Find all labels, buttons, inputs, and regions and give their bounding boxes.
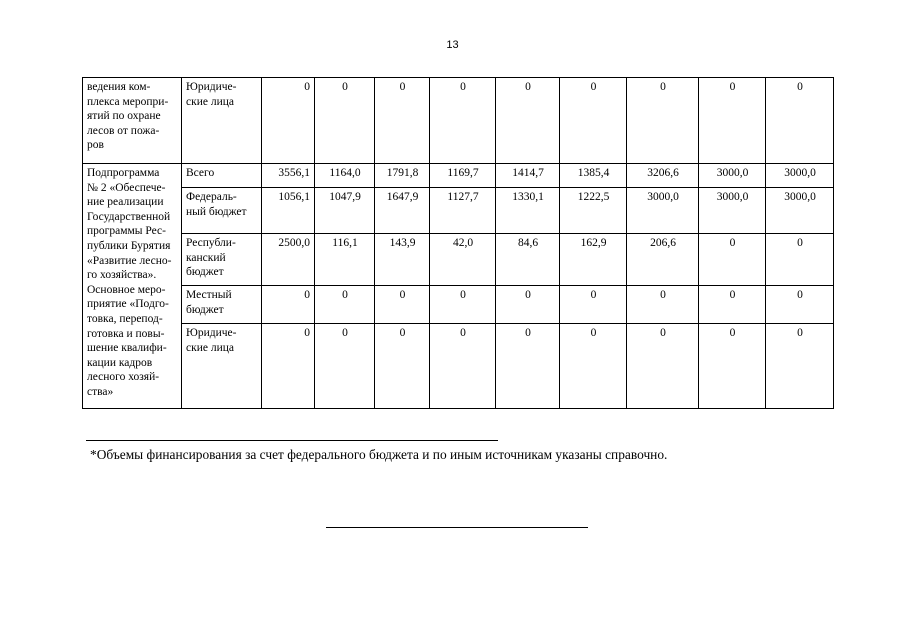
program-name: ведения ком- плекса меропри- ятий по охране лесов от пожа- ров	[87, 81, 169, 152]
funding-source: Федераль- ный бюджет	[186, 191, 247, 218]
funding-source: Республи- канский бюджет	[186, 237, 236, 279]
value-cell: 1222,5	[560, 188, 627, 234]
table-row	[83, 324, 834, 409]
value-cell: 3000,0	[699, 164, 766, 188]
funding-source-cell	[182, 234, 262, 286]
footnote-divider	[86, 440, 498, 441]
value-cell: 1056,1	[262, 188, 315, 234]
page-number: 13	[446, 39, 459, 51]
value-cell: 0	[315, 78, 375, 164]
value-cell: 1647,9	[375, 188, 430, 234]
value-cell: 0	[430, 286, 496, 324]
value-cell: 84,6	[496, 234, 560, 286]
value-cell: 3000,0	[766, 164, 834, 188]
value-cell: 0	[375, 286, 430, 324]
program-cell	[83, 78, 182, 164]
end-of-document-rule	[326, 527, 588, 528]
funding-source: Всего	[186, 167, 215, 179]
value-cell: 0	[430, 324, 496, 409]
funding-source: Юридиче- ские лица	[186, 81, 237, 108]
value-cell: 0	[315, 286, 375, 324]
value-cell: 1164,0	[315, 164, 375, 188]
value-cell: 116,1	[315, 234, 375, 286]
value-cell: 1047,9	[315, 188, 375, 234]
value-cell: 0	[496, 78, 560, 164]
value-cell: 0	[766, 234, 834, 286]
value-cell: 0	[699, 324, 766, 409]
value-cell: 0	[496, 286, 560, 324]
value-cell: 1127,7	[430, 188, 496, 234]
value-cell: 206,6	[627, 234, 699, 286]
funding-source-cell	[182, 324, 262, 409]
value-cell: 0	[766, 286, 834, 324]
value-cell: 3556,1	[262, 164, 315, 188]
value-cell: 1169,7	[430, 164, 496, 188]
value-cell: 0	[627, 324, 699, 409]
value-cell: 3000,0	[699, 188, 766, 234]
value-cell: 3000,0	[627, 188, 699, 234]
value-cell: 3000,0	[766, 188, 834, 234]
value-cell: 0	[699, 286, 766, 324]
footnote: *Объемы финансирования за счет федерального бюджета и по иным источникам указаны справочно.	[90, 447, 668, 462]
value-cell: 0	[375, 78, 430, 164]
value-cell: 42,0	[430, 234, 496, 286]
funding-source-cell	[182, 286, 262, 324]
funding-source-cell	[182, 164, 262, 188]
value-cell: 0	[375, 324, 430, 409]
program-name: Подпрограмма № 2 «Обеспече- ние реализации Государственной программы Рес- публики Бурятия «Развитие лесно- го хозяйства». Основное меро- приятие «Подго- товка, перепод- готовка и повы- шение квалифи- кации кадров лесного хозяй- ства»	[87, 167, 172, 398]
table-row	[83, 234, 834, 286]
value-cell: 0	[262, 286, 315, 324]
value-cell: 0	[627, 286, 699, 324]
value-cell: 2500,0	[262, 234, 315, 286]
table-row	[83, 286, 834, 324]
funding-source-cell	[182, 188, 262, 234]
table-row	[83, 164, 834, 188]
value-cell: 0	[496, 324, 560, 409]
value-cell: 0	[262, 324, 315, 409]
value-cell: 0	[315, 324, 375, 409]
program-cell	[83, 164, 182, 409]
value-cell: 0	[560, 324, 627, 409]
value-cell: 0	[699, 234, 766, 286]
value-cell: 0	[766, 324, 834, 409]
value-cell: 143,9	[375, 234, 430, 286]
value-cell: 0	[699, 78, 766, 164]
value-cell: 0	[627, 78, 699, 164]
value-cell: 0	[262, 78, 315, 164]
value-cell: 0	[560, 78, 627, 164]
value-cell: 1330,1	[496, 188, 560, 234]
value-cell: 1385,4	[560, 164, 627, 188]
value-cell: 1414,7	[496, 164, 560, 188]
table-row	[83, 78, 834, 164]
funding-source: Местный бюджет	[186, 289, 232, 316]
table-row	[83, 188, 834, 234]
funding-source-cell	[182, 78, 262, 164]
funding-source: Юридиче- ские лица	[186, 327, 237, 354]
funding-table	[82, 77, 834, 409]
value-cell: 1791,8	[375, 164, 430, 188]
value-cell: 0	[430, 78, 496, 164]
value-cell: 3206,6	[627, 164, 699, 188]
value-cell: 0	[560, 286, 627, 324]
value-cell: 0	[766, 78, 834, 164]
value-cell: 162,9	[560, 234, 627, 286]
